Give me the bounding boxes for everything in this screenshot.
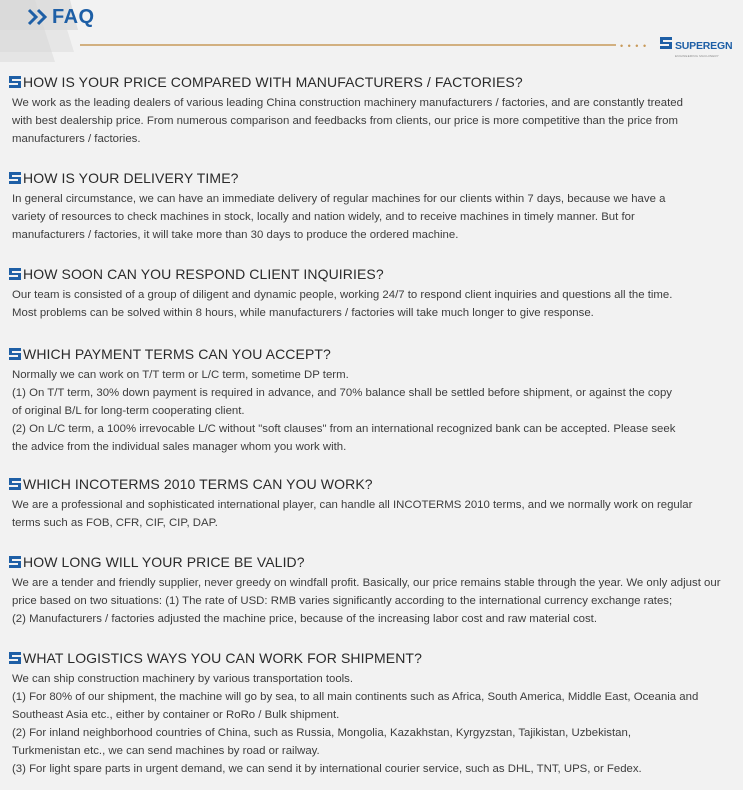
- faq-answer-line: Turkmenistan etc., we can send machines by road or railway.: [12, 745, 320, 757]
- faq-answer-line: We can ship construction machinery by various transportation tools.: [12, 673, 354, 685]
- header-banner: [0, 0, 743, 62]
- faq-answer-line: Southeast Asia etc., either by container or RoRo / Bulk shipment.: [12, 709, 340, 721]
- faq-question-text: HOW SOON CAN YOU RESPOND CLIENT INQUIRIES?: [23, 266, 384, 282]
- faq-answer-line: manufacturers / factories, it will take more than 30 days to produce the ordered machine.: [12, 229, 459, 241]
- faq-answer-line: Our team is consisted of a group of diligent and dynamic people, working 24/7 to respond client inquiries and questions all the time.: [12, 289, 673, 301]
- faq-question: [8, 344, 331, 364]
- faq-question: [8, 474, 373, 494]
- faq-answer: [12, 286, 740, 322]
- faq-answer-line: (2) On L/C term, a 100% irrevocable L/C without "soft clauses" from an international recognized bank can be accepted. Please seek: [12, 423, 676, 435]
- page-title: FAQ: [52, 6, 95, 28]
- faq-answer-line: variety of resources to check machines in stock, locally and nation widely, and to receive machines in timely manner. But for: [12, 211, 635, 223]
- faq-answer-line: (1) On T/T term, 30% down payment is required in advance, and 70% balance shall be settled before shipment, or against the copy: [12, 387, 672, 399]
- faq-answer-line: the advice from the individual sales manager whom you work with.: [12, 441, 347, 453]
- faq-answer: [12, 574, 740, 628]
- faq-answer-line: We are a tender and friendly supplier, never greedy on windfall profit. Basically, our price remains stable through the year. We only adjust our: [12, 577, 721, 589]
- faq-answer-line: (1) For 80% of our shipment, the machine will go by sea, to all main continents such as Africa, South America, Middle East, Oceania and: [12, 691, 699, 703]
- faq-answer-line: In general circumstance, we can have an immediate delivery of regular machines for our clients within 7 days, because we have a: [12, 193, 666, 205]
- faq-answer-line: We work as the leading dealers of various leading China construction machinery manufacturers / factories, and are constantly treated: [12, 97, 683, 109]
- faq-question: [8, 264, 384, 284]
- faq-answer-line: Normally we can work on T/T term or L/C term, sometime DP term.: [12, 369, 349, 381]
- faq-answer-line: manufacturers / factories.: [12, 133, 141, 145]
- faq-answer-line: terms such as FOB, CFR, CIF, CIP, DAP.: [12, 517, 218, 529]
- faq-question: [8, 552, 305, 572]
- faq-answer-line: of original B/L for long-term cooperating client.: [12, 405, 245, 417]
- faq-question-text: WHAT LOGISTICS WAYS YOU CAN WORK FOR SHIPMENT?: [23, 650, 422, 666]
- brand-subtitle: ENGINEERING MACHINERY: [675, 54, 719, 58]
- faq-answer: [12, 366, 740, 456]
- faq-question: [8, 72, 523, 92]
- faq-answer: [12, 670, 740, 778]
- chevron-right-icon: [27, 8, 49, 26]
- faq-answer-line: Most problems can be solved within 8 hours, while manufacturers / factories will take much longer to give response.: [12, 307, 594, 319]
- brand-s-icon: [8, 75, 22, 89]
- faq-answer: [12, 94, 740, 148]
- brand-s-icon: [8, 651, 22, 665]
- faq-answer-line: with best dealership price. From numerous comparison and feedbacks from clients, our price is more competitive than the price from: [12, 115, 679, 127]
- faq-answer-line: (2) For inland neighborhood countries of China, such as Russia, Mongolia, Kazakhstan, Kyrgyzstan, Tajikistan, Uzbekistan,: [12, 727, 632, 739]
- faq-answer-line: price based on two situations: (1) The rate of USD: RMB varies significantly according to the international currency exchange rates;: [12, 595, 673, 607]
- faq-question-text: HOW IS YOUR DELIVERY TIME?: [23, 170, 239, 186]
- faq-answer-line: We are a professional and sophisticated international player, can handle all INCOTERMS 2010 terms, and we normally work on regular: [12, 499, 693, 511]
- brand-s-icon: [8, 477, 22, 491]
- faq-question: [8, 168, 239, 188]
- brand-logo: [659, 36, 732, 58]
- brand-s-icon: [8, 267, 22, 281]
- brand-name: SUPEREGN: [675, 40, 733, 52]
- faq-answer: [12, 190, 740, 244]
- faq-answer-line: (3) For light spare parts in urgent demand, we can send it by international courier service, such as DHL, TNT, UPS, or Fedex.: [12, 763, 642, 775]
- faq-question-text: WHICH INCOTERMS 2010 TERMS CAN YOU WORK?: [23, 476, 373, 492]
- brand-s-icon: [8, 347, 22, 361]
- decorative-dots: • • • •: [620, 41, 648, 51]
- faq-question: [8, 648, 422, 668]
- faq-question-text: WHICH PAYMENT TERMS CAN YOU ACCEPT?: [23, 346, 331, 362]
- faq-answer: [12, 496, 740, 532]
- brand-s-icon: [8, 555, 22, 569]
- faq-answer-line: (2) Manufacturers / factories adjusted the machine price, because of the increasing labor cost and raw material cost.: [12, 613, 598, 625]
- brand-logo-icon: [659, 36, 673, 50]
- faq-header: [0, 0, 743, 62]
- faq-question-text: HOW LONG WILL YOUR PRICE BE VALID?: [23, 554, 305, 570]
- brand-s-icon: [8, 171, 22, 185]
- faq-question-text: HOW IS YOUR PRICE COMPARED WITH MANUFACTURERS / FACTORIES?: [23, 74, 523, 90]
